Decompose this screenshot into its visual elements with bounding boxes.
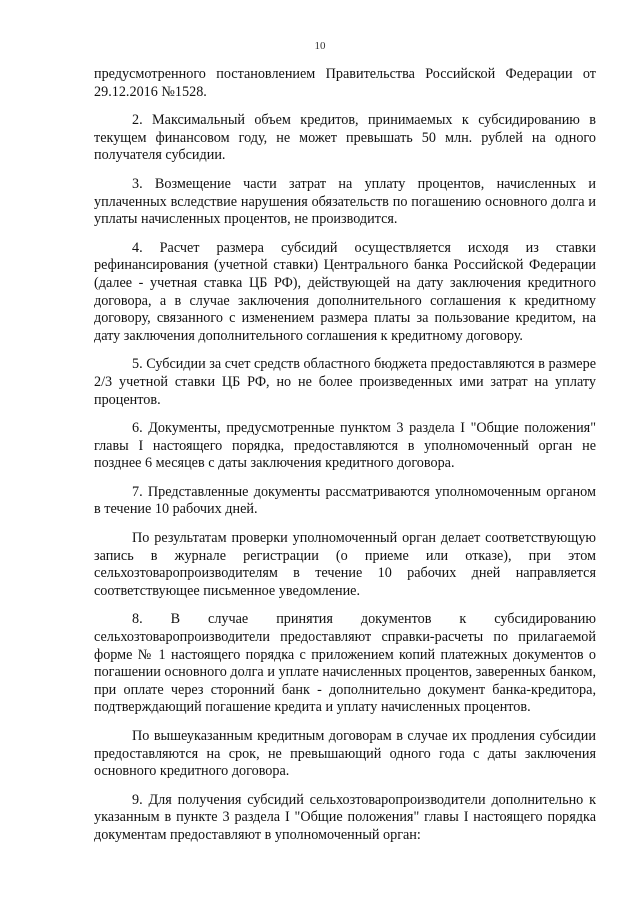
paragraph-4: 4. Расчет размера субсидий осуществляется исходя из ставки рефинансирования (учетной ставки) Центрального банка Российской Федерации (далее - учетная ставка ЦБ РФ), действующей на дату заключения кредитного договора, а в случае заключения дополнительного соглашения к кредитному договору, связанного с изменением размера платы за пользование кредитом, на дату заключения дополнительного соглашения к кредитному договору.: [94, 239, 596, 344]
paragraph-2: 2. Максимальный объем кредитов, принимаемых к субсидированию в текущем финансовом году, не может превышать 50 млн. рублей на одного получателя субсидии.: [94, 112, 596, 164]
paragraph-7: 7. Представленные документы рассматриваются уполномоченным органом в течение 10 рабочих дней.: [94, 483, 596, 518]
paragraph-7-results: По результатам проверки уполномоченный орган делает соответствующую запись в журнале регистрации (о приеме или отказе), при этом сельхозтоваропроизводителям в течение 10 рабочих дней направляется соответствующее письменное уведомление.: [94, 530, 596, 599]
paragraph-5: 5. Субсидии за счет средств областного бюджета предоставляются в размере 2/3 учетной ставки ЦБ РФ, но не более произведенных ими затрат на уплату процентов.: [94, 356, 596, 408]
paragraph-8-extension: По вышеуказанным кредитным договорам в случае их продления субсидии предоставляются на срок, не превышающий одного года с даты заключения основного кредитного договора.: [94, 728, 596, 780]
page-number: 10: [314, 40, 326, 52]
paragraph-6: 6. Документы, предусмотренные пунктом 3 раздела I "Общие положения" главы I настоящего порядка, предоставляются в уполномоченный орган не позднее 6 месяцев с даты заключения кредитного договора.: [94, 420, 596, 472]
paragraph-3: 3. Возмещение части затрат на уплату процентов, начисленных и уплаченных вследствие нарушения обязательств по погашению основного долга и уплаты начисленных процентов, не производится.: [94, 175, 596, 228]
paragraph-8: 8. В случае принятия документов к субсидированию сельхозтоваропроизводители предоставляют справки-расчеты по прилагаемой форме № 1 настоящего порядка с приложением копий платежных документов о погашении основного долга и уплате начисленных процентов, заверенных банком, при оплате через сторонний банк - дополнительно документ банка-кредитора, подтверждающий погашение кредита и уплату начисленных процентов.: [94, 611, 596, 716]
paragraph-continuation: предусмотренного постановлением Правительства Российской Федерации от 29.12.2016 №1528.: [94, 66, 596, 100]
document-body: [94, 66, 596, 856]
paragraph-9: 9. Для получения субсидий сельхозтоваропроизводители дополнительно к указанным в пункте 3 раздела I "Общие положения" главы I настоящего порядка документам предоставляют в уполномоченный орган:: [94, 791, 596, 843]
